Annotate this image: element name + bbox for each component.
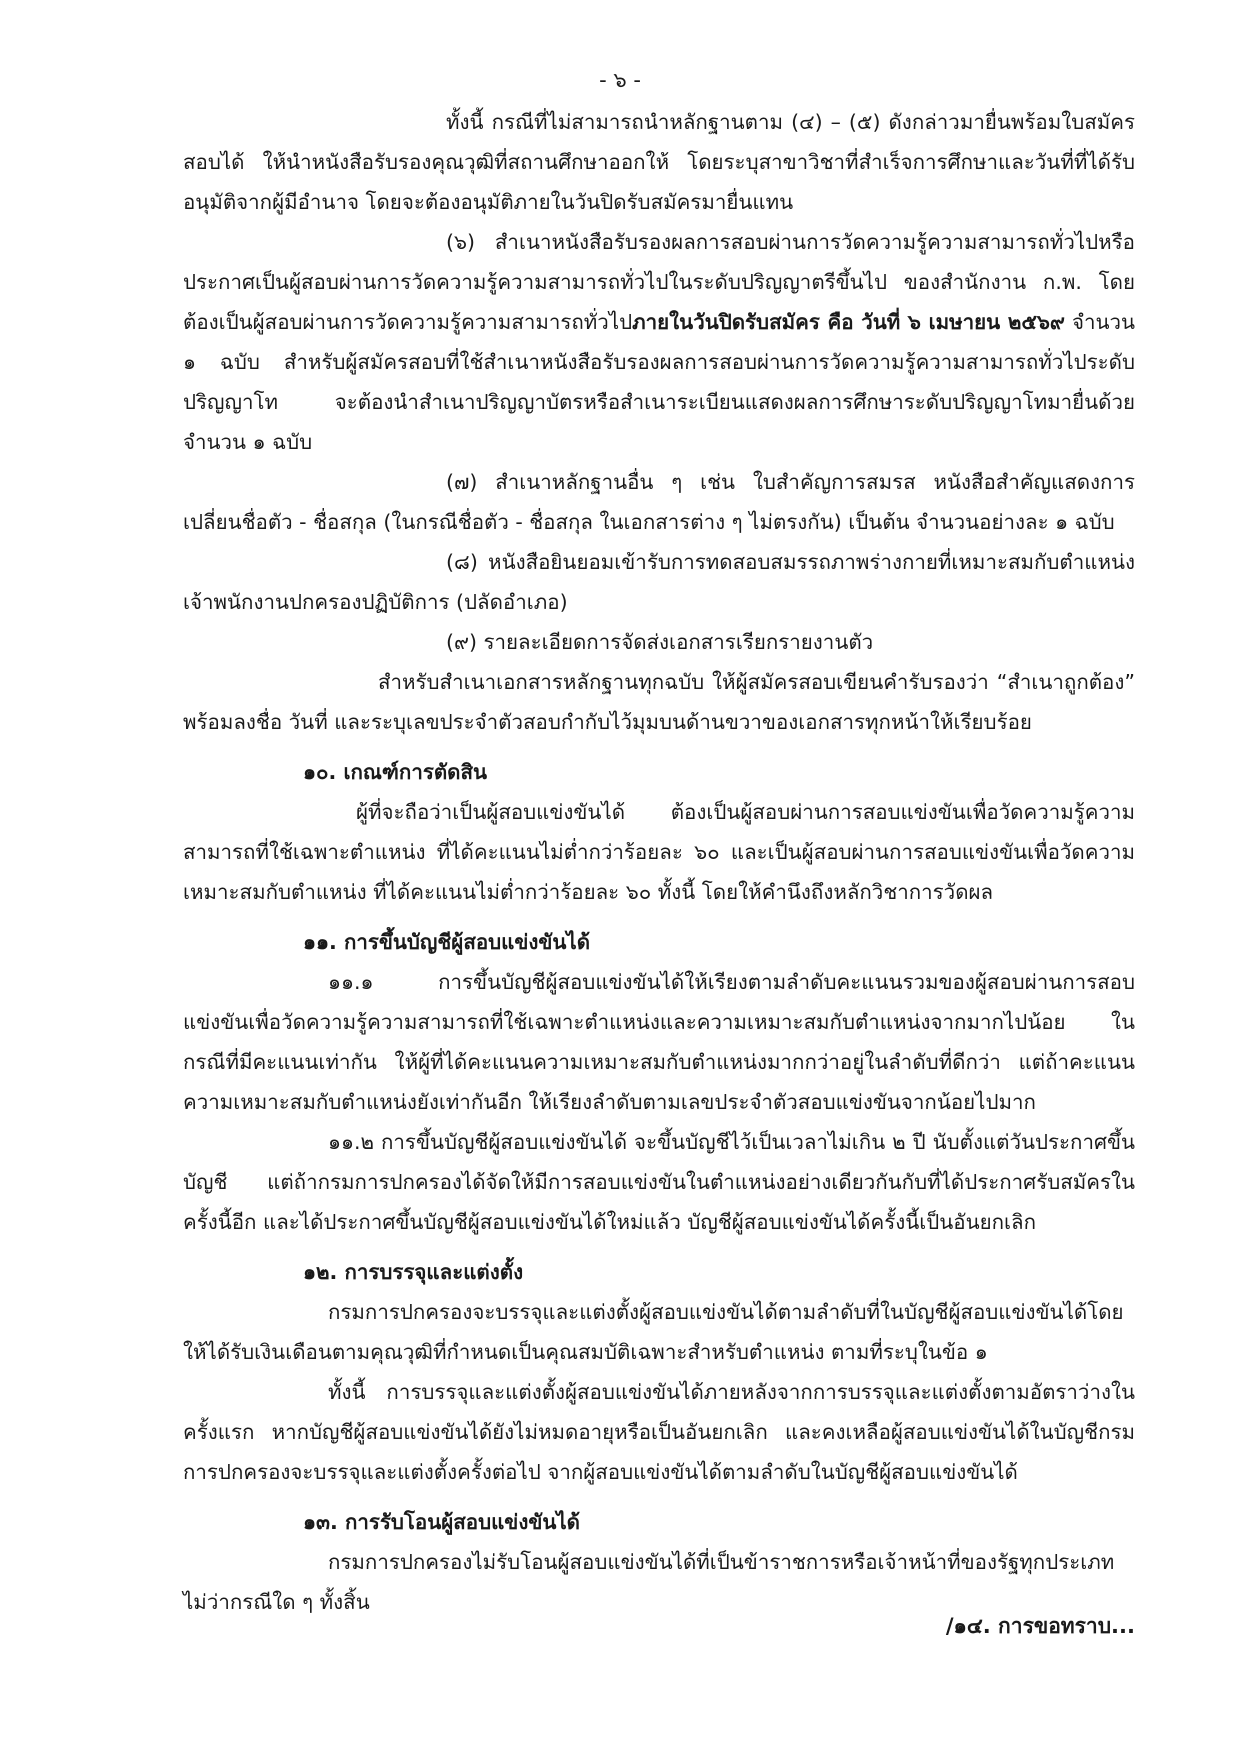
paragraph-evidence-note: ทั้งนี้ กรณีที่ไม่สามารถนำหลักฐานตาม (๔) – (๕) ดังกล่าวมายื่นพร้อมใบสมัครสอบได้ ให้นำหนังสือรับรองคุณวุฒิที่สถานศึกษาออกให้ โดยระบุสาขาวิชาที่สำเร็จการศึกษาและวันที่ที่ได้รับอนุมัติจากผู้มีอำนาจ โดยจะต้องอนุมัติภายในวันปิดรับสมัครมายื่นแทน [183,110,1135,214]
paragraph-item-6 [183,222,1135,462]
paragraph-section-11-2: ๑๑.๒ การขึ้นบัญชีผู้สอบแข่งขันได้ จะขึ้นบัญชีไว้เป็นเวลาไม่เกิน ๒ ปี นับตั้งแต่วันประกาศขึ้นบัญชี แต่ถ้ากรมการปกครองได้จัดให้มีการสอบแข่งขันในตำแหน่งอย่างเดียวกันกับที่ได้ประกาศรับสมัครในครั้งนี้อีก และได้ประกาศขึ้นบัญชีผู้สอบแข่งขันได้ใหม่แล้ว บัญชีผู้สอบแข่งขันได้ครั้งนี้เป็นอันยกเลิก [183,1130,1135,1234]
document-body [183,102,1135,1622]
section-heading-11: ๑๑. การขึ้นบัญชีผู้สอบแข่งขันได้ [303,930,591,954]
section-heading-10: ๑๐. เกณฑ์การตัดสิน [303,760,487,784]
page-number: - ๖ - [599,68,641,92]
item-6-text-a: (๖) สำเนาหนังสือรับรองผลการสอบผ่านการวัดความรู้ความสามารถทั่วไปหรือประกาศเป็นผู้สอบผ่านการวัดความรู้ความสามารถทั่วไปในระดับปริญญาตรีขึ้นไป ของสำนักงาน ก.พ. โดยต้องเป็นผู้สอบผ่านการวัดความรู้ความสามารถทั่วไป [183,230,1135,334]
paragraph-section-13: กรมการปกครองไม่รับโอนผู้สอบแข่งขันได้ที่เป็นข้าราชการหรือเจ้าหน้าที่ของรัฐทุกประเภทไม่ว่ากรณีใด ๆ ทั้งสิ้น [183,1550,1115,1614]
item-6-text-b: จำนวน ๑ ฉบับ สำหรับผู้สมัครสอบที่ใช้สำเนาหนังสือรับรองผลการสอบผ่านการวัดความรู้ความสามารถทั่วไประดับปริญญาโท จะต้องนำสำเนาปริญญาบัตรหรือสำเนาระเบียนแสดงผลการศึกษาระดับปริญญาโทมายื่นด้วย จำนวน ๑ ฉบับ [183,310,1136,454]
section-heading-12: ๑๒. การบรรจุและแต่งตั้ง [303,1260,524,1284]
paragraph-item-8: (๘) หนังสือยินยอมเข้ารับการทดสอบสมรรถภาพร่างกายที่เหมาะสมกับตำแหน่งเจ้าพนักงานปกครองปฏิบัติการ (ปลัดอำเภอ) [183,550,1135,614]
section-heading-13: ๑๓. การรับโอนผู้สอบแข่งขันได้ [303,1510,580,1534]
paragraph-certification: สำหรับสำเนาเอกสารหลักฐานทุกฉบับ ให้ผู้สมัครสอบเขียนคำรับรองว่า “สำเนาถูกต้อง” พร้อมลงชื่อ วันที่ และระบุเลขประจำตัวสอบกำกับไว้มุมบนด้านขวาของเอกสารทุกหน้าให้เรียบร้อย [183,670,1135,734]
paragraph-section-11-1: ๑๑.๑ การขึ้นบัญชีผู้สอบแข่งขันได้ให้เรียงตามลำดับคะแนนรวมของผู้สอบผ่านการสอบแข่งขันเพื่อวัดความรู้ความสามารถที่ใช้เฉพาะตำแหน่งและความเหมาะสมกับตำแหน่งจากมากไปน้อย ในกรณีที่มีคะแนนเท่ากัน ให้ผู้ที่ได้คะแนนความเหมาะสมกับตำแหน่งมากกว่าอยู่ในลำดับที่ดีกว่า แต่ถ้าคะแนนความเหมาะสมกับตำแหน่งยังเท่ากันอีก ให้เรียงลำดับตามเลขประจำตัวสอบแข่งขันจากน้อยไปมาก [183,970,1135,1114]
paragraph-item-9: (๙) รายละเอียดการจัดส่งเอกสารเรียกรายงานตัว [446,630,874,654]
paragraph-section-10: ผู้ที่จะถือว่าเป็นผู้สอบแข่งขันได้ ต้องเป็นผู้สอบผ่านการสอบแข่งขันเพื่อวัดความรู้ความสามารถที่ใช้เฉพาะตำแหน่ง ที่ได้คะแนนไม่ต่ำกว่าร้อยละ ๖๐ และเป็นผู้สอบผ่านการสอบแข่งขันเพื่อวัดความเหมาะสมกับตำแหน่ง ที่ได้คะแนนไม่ต่ำกว่าร้อยละ ๖๐ ทั้งนี้ โดยให้คำนึงถึงหลักวิชาการวัดผล [183,800,1135,904]
paragraph-item-7: (๗) สำเนาหลักฐานอื่น ๆ เช่น ใบสำคัญการสมรส หนังสือสำคัญแสดงการเปลี่ยนชื่อตัว - ชื่อสกุล (ในกรณีชื่อตัว - ชื่อสกุล ในเอกสารต่าง ๆ ไม่ตรงกัน) เป็นต้น จำนวนอย่างละ ๑ ฉบับ [183,470,1135,534]
continuation-footer: /๑๔. การขอทราบ... [945,1614,1135,1638]
paragraph-section-12-a: กรมการปกครองจะบรรจุและแต่งตั้งผู้สอบแข่งขันได้ตามลำดับที่ในบัญชีผู้สอบแข่งขันได้โดยให้ได้รับเงินเดือนตามคุณวุฒิที่กำหนดเป็นคุณสมบัติเฉพาะสำหรับตำแหน่ง ตามที่ระบุในข้อ ๑ [183,1300,1124,1364]
paragraph-section-12-b: ทั้งนี้ การบรรจุและแต่งตั้งผู้สอบแข่งขันได้ภายหลังจากการบรรจุและแต่งตั้งตามอัตราว่างในครั้งแรก หากบัญชีผู้สอบแข่งขันได้ยังไม่หมดอายุหรือเป็นอันยกเลิก และคงเหลือผู้สอบแข่งขันได้ในบัญชีกรมการปกครองจะบรรจุและแต่งตั้งครั้งต่อไป จากผู้สอบแข่งขันได้ตามลำดับในบัญชีผู้สอบแข่งขันได้ [183,1380,1135,1484]
item-6-deadline: ภายในวันปิดรับสมัคร คือ วันที่ ๖ เมษายน ๒๕๖๙ [632,310,1065,334]
